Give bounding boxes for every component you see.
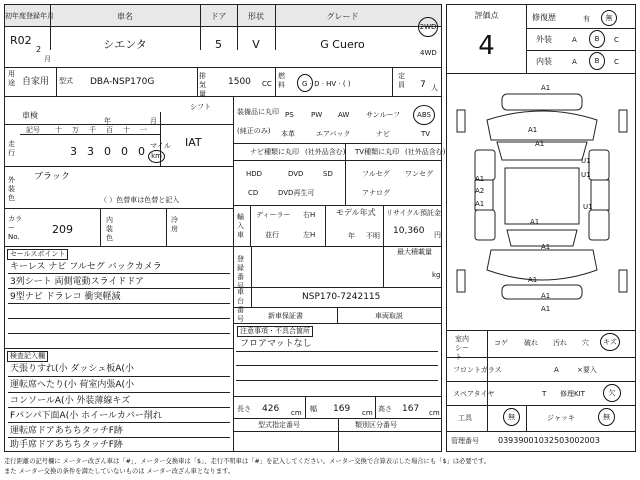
divider — [447, 405, 635, 406]
nav-label: ナビ種類に丸印 — [250, 148, 299, 156]
divider — [234, 205, 441, 206]
digit-h-sen: 千 — [89, 126, 96, 134]
interior-color-label: 内装色 — [106, 216, 113, 242]
diagram-mark: A2 — [475, 187, 485, 195]
digit-man: 3 — [87, 145, 94, 158]
recycle-label: リサイクル預託金 — [386, 209, 442, 217]
diagram-mark: A1 — [475, 200, 485, 208]
jack-none-circled: 無 — [598, 408, 615, 426]
rule — [236, 351, 438, 352]
rule — [8, 318, 230, 319]
tools-label: 工具 — [458, 414, 472, 422]
right-hand: 右H — [303, 211, 316, 219]
sales-point-line-3: 9型ナビ ドラレコ 衝突軽減 — [10, 292, 121, 302]
digit-h-hyaku: 百 — [106, 126, 113, 134]
first-reg-year: R02 — [10, 34, 32, 47]
diagram-mark: A1 — [535, 140, 545, 148]
digit-h-ichi: 一 — [140, 126, 147, 134]
control-no-value: 0393900103250300200З — [498, 436, 600, 445]
rule — [8, 422, 230, 423]
rule — [8, 437, 230, 438]
exterior-grade-b-circled: B — [589, 30, 605, 48]
tv-oneseg: ワンセグ — [405, 170, 433, 178]
divider — [234, 431, 441, 432]
unit-mile: マイル — [150, 142, 171, 150]
tv-analog: アナログ — [362, 189, 390, 197]
interior-grade-c: C — [614, 58, 619, 66]
rule — [8, 288, 230, 289]
spare-tire-none-circled: 欠 — [603, 384, 621, 402]
nav-sd: SD — [323, 170, 333, 178]
divider — [197, 68, 198, 96]
degree-label: 修復歴 — [532, 13, 556, 22]
diagram-mark: A1 — [528, 276, 538, 284]
divider — [447, 330, 635, 331]
score-value: 4 — [478, 31, 495, 61]
spare-tire-repair: 修理KIT — [560, 390, 585, 398]
tv-sub: (社外品含む) — [405, 148, 446, 156]
displacement-label: 排気量 — [199, 72, 206, 98]
chassis-value: NSP170-7242115 — [302, 292, 381, 302]
divider — [234, 143, 441, 144]
digit-sen: 0 — [104, 145, 111, 158]
aircon-label: 冷房 — [171, 216, 178, 233]
shape-value: V — [252, 38, 260, 51]
year-label: 年 — [104, 117, 111, 125]
rule — [8, 273, 230, 274]
divider — [392, 68, 393, 96]
height-value: 167 — [402, 404, 420, 414]
equipment-sub: (純正のみ) — [237, 127, 271, 135]
inspector-line-6: 助手席ドアあちちタッチF跡 — [10, 440, 123, 450]
rule — [8, 392, 230, 393]
height-label: 高さ — [378, 405, 392, 413]
divider — [250, 206, 251, 246]
inspector-line-2: 運転席へたり(小 荷室内張A(小 — [10, 380, 135, 390]
nav-sub: (社外品含む) — [305, 148, 346, 156]
import-dealer: ディーラー — [256, 211, 291, 219]
divider — [526, 405, 527, 432]
unit-km-circled: km — [148, 150, 165, 163]
control-no-label: 管理番号 — [451, 437, 479, 445]
nav-dvd: DVD — [288, 170, 304, 178]
seat-stain: 汚れ — [553, 339, 567, 347]
diagram-mark: U1 — [583, 203, 593, 211]
front-glass-a: A — [554, 366, 559, 374]
equip-sunroof: サンルーフ — [366, 111, 401, 119]
capacity-unit: 人 — [431, 84, 438, 92]
length-value: 426 — [262, 404, 280, 414]
travel-label: 走行 — [8, 140, 15, 157]
diagram-mark: A1 — [475, 175, 485, 183]
divider — [234, 287, 441, 288]
car-name-label: 車名 — [117, 12, 133, 21]
interior-grade-label: 内装 — [536, 57, 552, 66]
reg-no-label: 登録番号 — [237, 255, 244, 290]
tv-fullseg: フルセグ — [362, 170, 390, 178]
month-unit: 月 — [44, 55, 51, 63]
divider — [526, 5, 527, 73]
equip-nav: ナビ — [376, 130, 390, 138]
diagram-mark: A1 — [541, 84, 551, 92]
rule — [236, 380, 438, 381]
inspector-line-4: Fパンパ下面A(小 ホイールカバー削れ — [10, 411, 162, 421]
notes-label: 注意事項・不具合箇所 — [237, 326, 313, 337]
first-reg-label: 初年度登録年月 — [5, 12, 54, 20]
jack-label: ジャッキ — [547, 414, 575, 422]
model-year-unknown: 不明 — [366, 232, 380, 240]
divider — [234, 160, 441, 161]
digit-h-juu: 十 — [123, 126, 130, 134]
divider — [233, 348, 234, 452]
divider — [5, 348, 234, 349]
equip-ps: PS — [285, 111, 294, 119]
capacity-value: 7 — [420, 80, 426, 90]
first-reg-month: 2 — [36, 45, 42, 54]
digit-h-10man: 十 — [55, 126, 62, 134]
drive-2wd-circled: 2WD — [418, 17, 438, 37]
rule — [8, 407, 230, 408]
max-load-label: 最大積載量 — [397, 248, 432, 256]
doors-value: 5 — [215, 38, 222, 51]
inspector-line-5: 運転席ドアあちちタッチF跡 — [10, 426, 123, 436]
divider — [5, 246, 441, 247]
max-load-unit: kg — [432, 271, 441, 279]
divider — [5, 208, 233, 209]
tools-none-circled: 無 — [503, 408, 520, 426]
shift-label: シフト — [190, 103, 211, 111]
sales-points-label: セールスポイント — [7, 249, 68, 260]
divider — [447, 73, 635, 74]
degree-no-circled: 無 — [601, 10, 617, 26]
car-check-label: 車検 — [22, 111, 38, 120]
door-label: ドア — [210, 12, 227, 21]
inspector-label: 検査記入欄 — [7, 351, 48, 362]
tv-label: TV種類に丸印 — [355, 148, 400, 156]
equip-pw: PW — [311, 111, 323, 119]
divider — [447, 381, 635, 382]
divider — [234, 323, 441, 324]
length-label: 長さ — [237, 405, 251, 413]
shift-value: IAT — [185, 136, 202, 149]
exterior-grade-label: 外装 — [536, 35, 552, 44]
class-label: 類別区分番号 — [355, 421, 397, 429]
import-parallel: 並行 — [265, 231, 279, 239]
model-label: 型式 — [59, 77, 73, 85]
color-no-value: 209 — [52, 223, 73, 236]
exterior-grade-c: C — [614, 36, 619, 44]
month-label: 月 — [150, 117, 157, 125]
digit-10man: 3 — [70, 145, 77, 158]
grade-label: グレード — [326, 12, 359, 21]
seat-burn: コゲ — [494, 339, 508, 347]
use-label: 用途 — [8, 70, 15, 87]
diagram-mark: A1 — [541, 243, 551, 251]
equip-tv: TV — [421, 130, 431, 138]
digit-h-man: 万 — [72, 126, 79, 134]
equip-abs-circled: ABS — [413, 105, 435, 125]
width-value: 169 — [333, 404, 351, 414]
model-value: DBA-NSP170G — [90, 77, 155, 87]
color-no-label: カラーNo. — [8, 215, 22, 241]
width-label: 幅 — [310, 405, 317, 413]
interior-grade-a: A — [572, 58, 577, 66]
capacity-label: 定員 — [398, 72, 405, 89]
exterior-note: （ ）色替車は色替と記入 — [100, 196, 180, 204]
nav-hdd: HDD — [246, 170, 263, 178]
digit-juu: 0 — [138, 145, 145, 158]
exterior-grade-a: A — [572, 36, 577, 44]
import-label: 輸入車 — [237, 213, 244, 239]
divider — [527, 28, 635, 29]
displacement-unit: CC — [262, 80, 272, 88]
digit-h-symbol: 記号 — [26, 126, 40, 134]
divider — [345, 144, 346, 206]
divider — [234, 396, 441, 397]
width-unit: cm — [362, 409, 373, 417]
length-unit: cm — [291, 409, 302, 417]
front-glass-label: フロントガラス — [453, 366, 502, 374]
equip-aw: AW — [338, 111, 350, 119]
equip-leather: 本革 — [281, 130, 295, 138]
diagram-mark: A1 — [541, 305, 551, 313]
divider — [251, 287, 252, 307]
divider — [447, 431, 635, 432]
divider — [338, 418, 339, 452]
inspector-line-3: コンソールA(小 外装薄線キズ — [10, 396, 131, 406]
divider — [375, 396, 376, 418]
rule — [236, 365, 438, 366]
shape-label: 形状 — [248, 12, 264, 21]
car-name-value: シエンタ — [103, 38, 147, 51]
inspector-line-1: 天張りすれ(小 ダッシュ板A(小 — [10, 364, 134, 374]
divider — [325, 206, 326, 246]
seat-tear: 破れ — [524, 339, 538, 347]
left-hand: 左H — [303, 231, 316, 239]
diagram-mark: A1 — [528, 126, 538, 134]
divider — [5, 166, 233, 167]
exterior-label: 外装色 — [8, 176, 15, 202]
equipment-label: 装備品に丸印 — [237, 108, 279, 116]
divider — [100, 209, 101, 246]
divider — [305, 396, 306, 418]
seat-scratch-circled: キズ — [600, 333, 620, 351]
diagram-mark: A1 — [530, 218, 540, 226]
front-glass-x: ×要入 — [577, 366, 597, 374]
type-designation-label: 型式指定番号 — [258, 421, 300, 429]
sales-point-line-1: キーレス ナビ フルセグ バックカメラ — [10, 262, 162, 272]
interior-seat-label: 室内シート — [455, 335, 469, 361]
divider — [251, 247, 252, 287]
recycle-unit: 円 — [434, 231, 441, 239]
nav-dvd-play: DVD再生可 — [278, 189, 315, 197]
vehicle-manual: 車両取説 — [375, 312, 403, 320]
footer-note-2: また メーター交換の条件を満たしていないものは メーター改ざん車となります。 — [4, 468, 235, 475]
diagram-mark: A1 — [541, 292, 551, 300]
recycle-value: 10,360 — [393, 226, 425, 236]
rule — [8, 376, 230, 377]
use-value: 自家用 — [22, 77, 50, 87]
seat-hole: 穴 — [582, 339, 589, 347]
divider — [56, 68, 57, 96]
divider — [527, 50, 635, 51]
digit-hyaku: 0 — [121, 145, 128, 158]
fuel-label: 燃料 — [278, 72, 285, 89]
fuel-selected-circle — [297, 74, 313, 92]
footer-note-1: 走行距離の記号欄に メーター改ざん車は「#」、メーター交換車は「$」、走行不明車は「#」を記入してください。メーター交換で合算表示した場合にも「$」は必要です。 — [4, 458, 491, 465]
fuel-options: G · D · HV · ( ) — [302, 80, 351, 88]
new-car-warranty: 新車保証書 — [268, 312, 303, 320]
displacement-value: 1500 — [228, 77, 251, 87]
score-label: 評価点 — [474, 11, 499, 20]
chassis-label: 車台番号 — [237, 288, 244, 323]
spare-tire-t: T — [542, 390, 547, 398]
model-year-value: 年 — [348, 232, 355, 240]
divider — [166, 209, 167, 246]
grade-value: G Cuero — [320, 38, 365, 51]
interior-grade-b-circled: B — [589, 52, 605, 70]
degree-yes: 有 — [583, 15, 590, 23]
nav-cd: CD — [248, 189, 259, 197]
diagram-mark: U1 — [581, 171, 591, 179]
drive-4wd: 4WD — [420, 49, 437, 57]
spare-tire-label: スペアタイヤ — [453, 390, 495, 398]
divider — [275, 68, 276, 96]
rule — [8, 333, 230, 334]
sales-point-line-2: 3列シート 両側電動スライドドア — [10, 277, 145, 287]
model-year-label: モデル年式 — [336, 208, 376, 217]
car-outline — [457, 94, 627, 299]
equip-airbag: エアバック — [316, 130, 351, 138]
diagram-mark: U1 — [581, 157, 591, 165]
height-unit: cm — [429, 409, 440, 417]
notes-line-1: フロアマットなし — [240, 339, 312, 349]
divider — [447, 357, 635, 358]
divider — [383, 206, 384, 288]
exterior-value: ブラック — [34, 172, 70, 182]
rule — [8, 303, 230, 304]
